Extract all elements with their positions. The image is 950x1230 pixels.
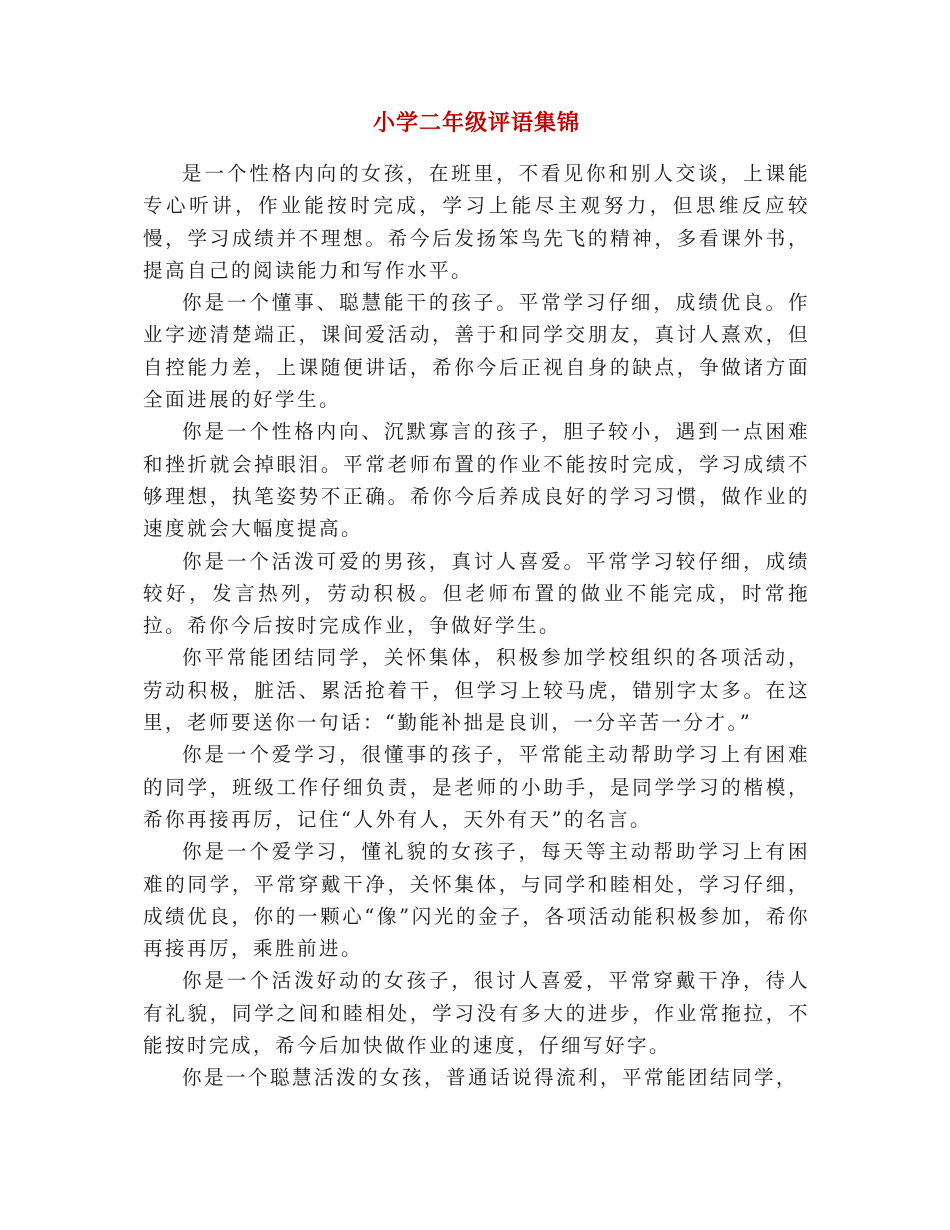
comment-paragraph: 你是一个活泼可爱的男孩，真讨人喜爱。平常学习较仔细，成绩较好，发言热列，劳动积极。但老师布置的做业不能完成，时常拖拉。希你今后按时完成作业，争做好学生。 [143,549,810,638]
comment-paragraph: 你是一个性格内向、沉默寡言的孩子，胆子较小，遇到一点困难和挫折就会掉眼泪。平常老师布置的作业不能按时完成，学习成绩不够理想，执笔姿势不正确。希你今后养成良好的学习习惯，做作业的速度就会大幅度提高。 [143,420,810,541]
comment-paragraph: 你是一个活泼好动的女孩子，很讨人喜爱，平常穿戴干净，待人有礼貌，同学之间和睦相处，学习没有多大的进步，作业常拖拉，不能按时完成，希今后加快做作业的速度，仔细写好字。 [143,969,810,1058]
comment-paragraph: 你是一个爱学习，很懂事的孩子，平常能主动帮助学习上有困难的同学，班级工作仔细负责，是老师的小助手，是同学学习的楷模，希你再接再厉，记住“人外有人，天外有天”的名言。 [143,743,810,831]
comment-paragraph: 你是一个懂事、聪慧能干的孩子。平常学习仔细，成绩优良。作业字迹清楚端正，课间爱活动，善于和同学交朋友，真讨人熹欢，但自控能力差，上课随便讲话，希你今后正视自身的缺点，争做诸方面全面进展的好学生。 [143,291,810,412]
comment-paragraph: 你平常能团结同学，关怀集体，积极参加学校组织的各项活动，劳动积极，脏活、累活抢着干，但学习上较马虎，错别字太多。在这里，老师要送你一句话：“勤能补拙是良训，一分辛苦一分才。” [143,646,810,735]
document-title: 小学二年级评语集锦 [372,110,580,136]
comment-paragraph: 你是一个聪慧活泼的女孩，普通话说得流利，平常能团结同学， [182,1066,799,1090]
comment-paragraph: 是一个性格内向的女孩，在班里，不看见你和别人交谈，上课能专心听讲，作业能按时完成，学习上能尽主观努力，但思维反应较慢，学习成绩并不理想。希今后发扬笨鸟先飞的精神，多看课外书，提高自己的阅读能力和写作水平。 [143,162,810,282]
document-body [143,158,810,1095]
comment-paragraph: 你是一个爱学习，懂礼貌的女孩子，每天等主动帮助学习上有困难的同学，平常穿戴干净，关怀集体，与同学和睦相处，学习仔细，成绩优良，你的一颗心“像”闪光的金子，各项活动能积极参加，希你再接再厉，乘胜前进。 [143,840,810,961]
